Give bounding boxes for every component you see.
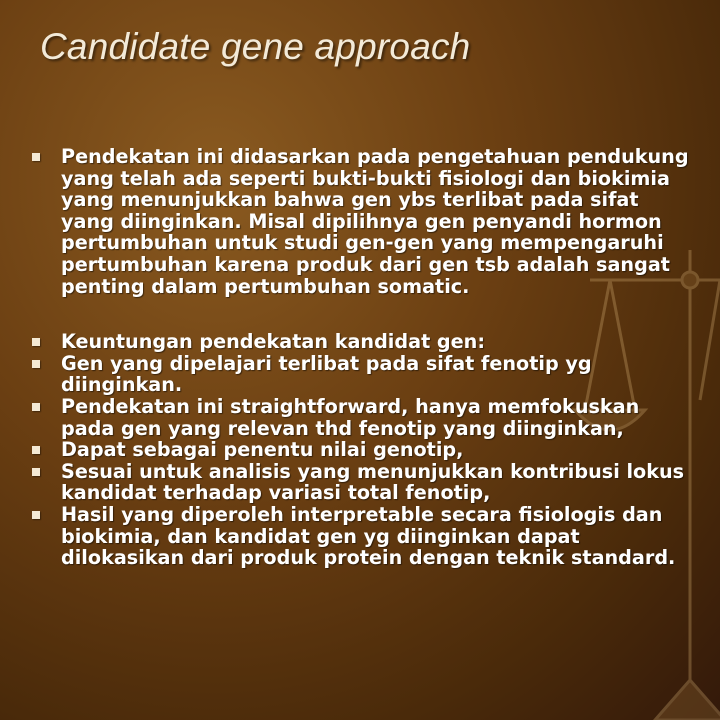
square-bullet-icon bbox=[32, 338, 40, 346]
square-bullet-icon bbox=[32, 360, 40, 368]
square-bullet-icon bbox=[32, 403, 40, 411]
square-bullet-icon bbox=[32, 446, 40, 454]
slide-content bbox=[28, 146, 698, 569]
bullet-item bbox=[28, 439, 698, 461]
bullet-item bbox=[28, 331, 698, 353]
bullet-item bbox=[28, 461, 698, 504]
bullet-item bbox=[28, 396, 698, 439]
bullet-text: Sesuai untuk analisis yang menunjukkan kontribusi lokus kandidat terhadap variasi total fenotip, bbox=[61, 459, 685, 505]
bullet-text: Keuntungan pendekatan kandidat gen: bbox=[61, 330, 485, 354]
square-bullet-icon bbox=[32, 511, 40, 519]
square-bullet-icon bbox=[32, 468, 40, 476]
bullet-text: Hasil yang diperoleh interpretable secara fisiologis dan biokimia, dan kandidat gen yg diinginkan dapat dilokasikan dari produk protein dengan teknik standard. bbox=[61, 502, 676, 570]
bullet-item bbox=[28, 353, 698, 396]
slide-title: Candidate gene approach bbox=[40, 26, 471, 67]
bullet-text: Pendekatan ini straightforward, hanya memfokuskan pada gen yang relevan thd fenotip yang diinginkan, bbox=[61, 394, 640, 440]
bullet-item bbox=[28, 504, 698, 569]
bullet-text: Dapat sebagai penentu nilai genotip, bbox=[61, 438, 464, 462]
bullet-list bbox=[28, 146, 698, 569]
square-bullet-icon bbox=[32, 153, 40, 161]
bullet-text: Pendekatan ini didasarkan pada pengetahuan pendukung yang telah ada seperti bukti-bukti fisiologi dan biokimia yang menunjukkan bahwa gen ybs terlibat pada sifat yang diinginkan. Misal dipilihnya gen penyandi hormon pertumbuhan untuk studi gen-gen yang mempengaruhi pertumbuhan karena produk dari gen tsb adalah sangat penting dalam pertumbuhan somatic. bbox=[61, 145, 689, 298]
bullet-item bbox=[28, 146, 698, 297]
bullet-text: Gen yang dipelajari terlibat pada sifat fenotip yg diinginkan. bbox=[61, 351, 592, 397]
